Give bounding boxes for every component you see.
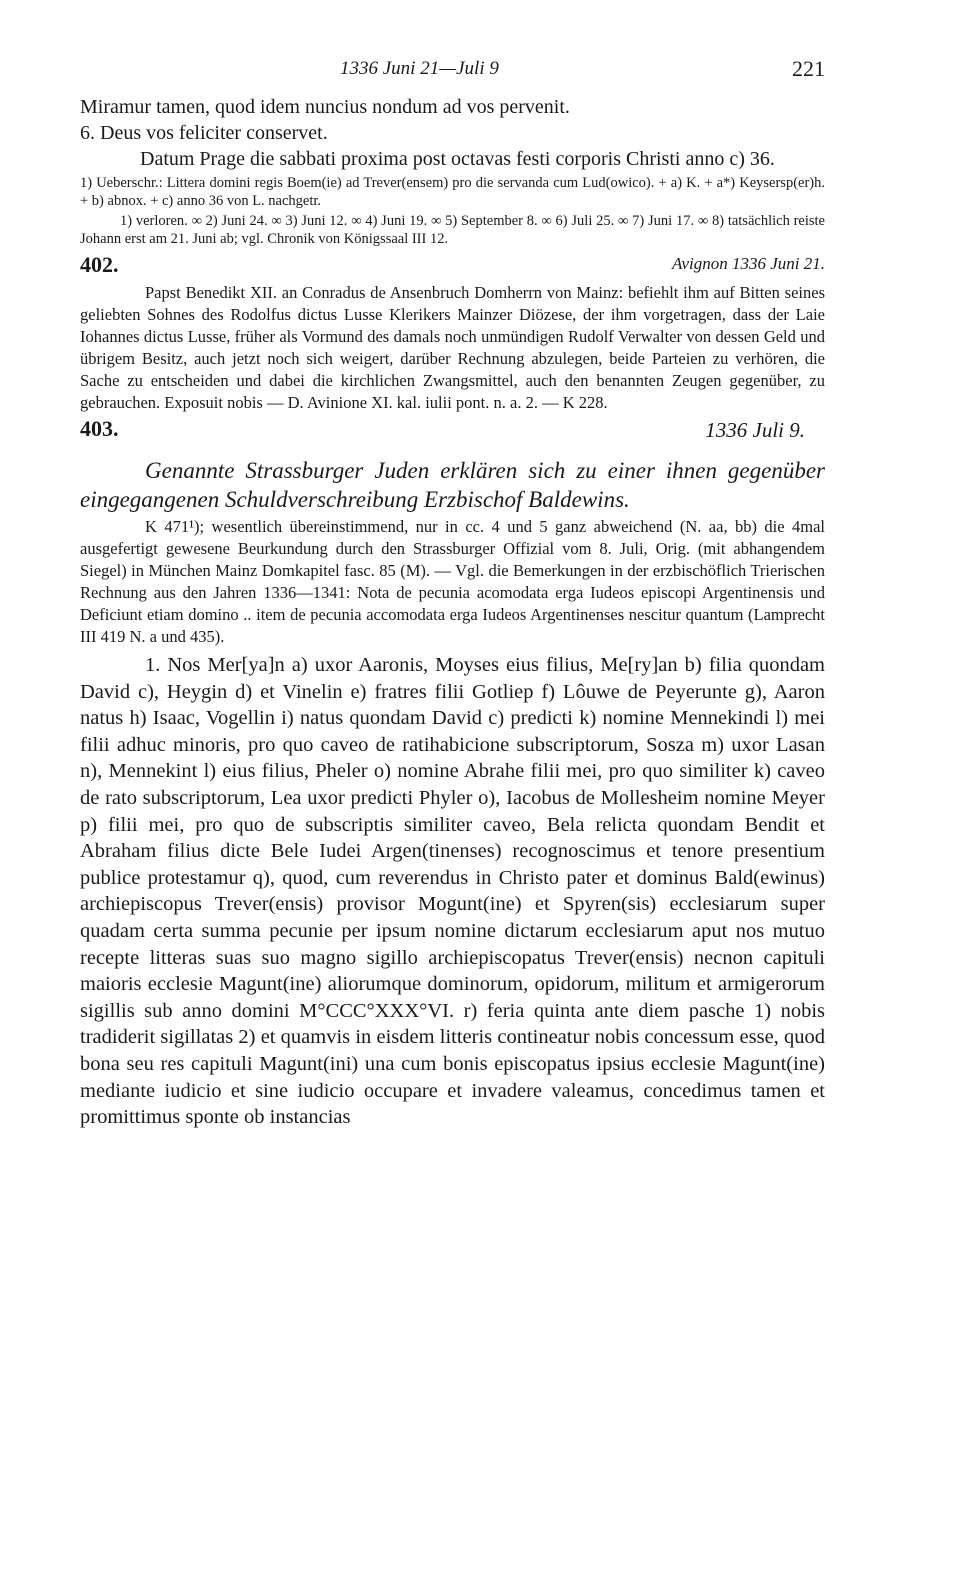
prev-doc-line-1: Miramur tamen, quod idem nuncius nondum ad vos pervenit. (80, 96, 570, 118)
prev-doc-line-2: 6. Deus vos feliciter conservet. (80, 122, 328, 144)
doc-403-title: Genannte Strassburger Juden erklären sich zu einer ihnen gegenüber eingegangenen Schuldverschreibung Erzbischof Baldewins. (80, 458, 825, 512)
doc-402-number: 402. (80, 252, 119, 277)
running-head: 1336 Juni 21—Juli 9 (340, 58, 499, 79)
page-number: 221 (792, 56, 825, 81)
textual-notes: 1) Ueberschr.: Littera domini regis Boem(ie) ad Trever(ensem) pro die servanda cum Lud(owico). + a) K. + a*) Keysersp(er)h. + b) abnox. + c) anno 36 von L. nachgetr. (80, 175, 825, 209)
footnotes: 1) verloren. ∞ 2) Juni 24. ∞ 3) Juni 12. ∞ 4) Juni 19. ∞ 5) September 8. ∞ 6) Juli 25. ∞ 7) Juni 17. ∞ 8) tatsächlich reiste Johann erst am 21. Juni ab; vgl. Chronik von Königssaal III 12. (80, 213, 825, 247)
doc-403-remark: K 471¹); wesentlich übereinstimmend, nur in cc. 4 und 5 ganz abweichend (N. aa, bb) die 4mal ausgefertigt gewesene Beurkundung durch den Strassburger Offizial vom 8. Juli, Orig. (mit abhangendem Siegel) in München Mainz Domkapitel fasc. 85 (M). — Vgl. die Bemerkungen in der erzbischöflich Trierischen Rechnung aus den Jahren 1336—1341: Nota de pecunia acomodata erga Iudeos episcopi Argentinensis und Deficiunt etiam domino .. item de pecunia accomodata erga Iudeos Argentinenses nescitur quantum (Lamprecht III 419 N. a und 435). (80, 517, 825, 646)
doc-402-place-date: Avignon 1336 Juni 21. (672, 254, 825, 273)
doc-403-header (80, 416, 825, 452)
prev-doc-dating: Datum Prage die sabbati proxima post octavas festi corporis Christi anno c) 36. (140, 148, 775, 170)
doc-403-number: 403. (80, 416, 119, 441)
doc-403-body: 1. Nos Mer[ya]n a) uxor Aaronis, Moyses eius filius, Me[ry]an b) filia quondam David c), Heygin d) et Vinelin e) fratres filii Gotliep f) Lôuwe de Peyerunte g), Aaron natus h) Isaac, Vogellin i) natus quondam David c) predicti k) nomine Mennekindi l) mei filii adhuc minoris, pro quo caveo de ratihabicione subscriptorum, Sosza m) uxor Lasan n), Mennekint l) eius filius, Pheler o) nomine Abrahe filii mei, pro quo similiter k) caveo de rato subscriptorum, Lea uxor predicti Phyler o), Iacobus de Mollesheim nomine Meyer p) filii mei, pro quo de subscriptis similiter caveo, Bela relicta quondam Bendit et Abraham filius dicte Bele Iudei Argen(tinenses) recognoscimus et tenore presentium publice protestamur q), quod, cum reverendus in Christo pater et dominus Bald(ewinus) archiepiscopus Trever(ensis) provisor Mogunt(ine) et Spyren(sis) ecclesiarum super quadam certa summa pecunie per ipsum nomine dictarum ecclesiarum aput nos mutuo recepte litteras suas suo magno sigillo archiepiscopatus Trever(ensis) necnon capituli maioris ecclesie Magunt(ine) aliorumque dominorum, opidorum, militum et armigerorum sigillis sub anno domini M°CCC°XXX°VI. r) feria quinta ante diem pasche 1) nobis tradiderit sigillatas 2) et quamvis in eisdem litteris contineatur nobis concessum esse, quod bona seu res capituli Magunt(ini) una cum bonis episcopatus ipsius ecclesie Magunt(ine) mediante iudicio et sine iudicio occupare et invadere valeamus, concedimus tamen et promittimus sponte ob instancias (80, 654, 825, 1129)
page-header (80, 50, 825, 94)
doc-402-regest: Papst Benedikt XII. an Conradus de Ansenbruch Domherrn von Mainz: befiehlt ihm auf Bitten seines geliebten Sohnes des Rodolfus dictus Lusse Klerikers Mainzer Diözese, der ihm vorgetragen, dass der Laie Iohannes dictus Lusse, früher als Vormund des damals noch unmündigen Rudolf Verwalter von dessen Geld und übrigem Besitz, auch jetzt noch sich weigert, darüber Rechnung abzulegen, beide Parteien zu verhören, die Sache zu entscheiden und dabei die kirchlichen Zwangsmittel, auch den benannten Zeugen gegenüber, zu gebrauchen. Exposuit nobis — D. Avinione XI. kal. iulii pont. n. a. 2. — K 228. (80, 283, 825, 412)
doc-403-date: 1336 Juli 9. (705, 418, 805, 442)
doc-402-header (80, 252, 825, 282)
document-page (80, 50, 825, 1131)
